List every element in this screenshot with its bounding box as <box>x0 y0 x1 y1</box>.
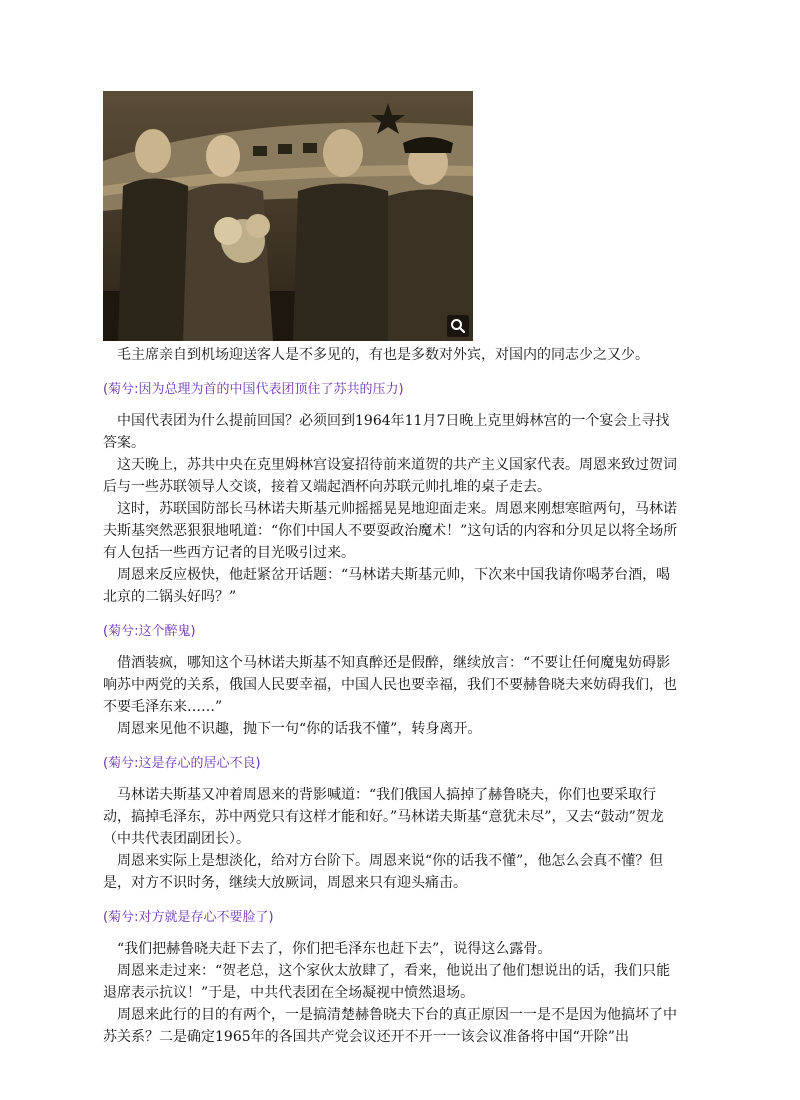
paragraph: 周恩来见他不识趣，抛下一句“你的话我不懂”，转身离开。 <box>117 721 482 737</box>
paragraph: 马林诺夫斯基又冲着周恩来的背影喊道：“我们俄国人搞掉了赫鲁晓夫，你们也要采取行动，搞掉毛泽东，苏中两党只有这样才能和好。”马林诺夫斯基“意犹未尽”，又去“鼓动”贺龙（中共代表团副团长）。 <box>103 787 664 847</box>
editor-note: (菊兮:对方就是存心不要脸了) <box>103 910 274 925</box>
paragraph: 周恩来走过来：“贺老总，这个家伙太放肆了，看来，他说出了他们想说出的话，我们只能退席表示抗议！”于是，中共代表团在全场凝视中愤然退场。 <box>103 963 671 1001</box>
image-caption: 毛主席亲自到机场迎送客人是不多见的，有也是多数对外宾，对国内的同志少之又少。 <box>117 347 649 363</box>
paragraph: 周恩来反应极快，他赶紧岔开话题：“马林诺夫斯基元帅，下次来中国我请你喝茅台酒，喝北京的二锅头好吗？” <box>103 567 671 605</box>
editor-note: (菊兮:这个醉鬼) <box>103 624 196 639</box>
paragraph: 周恩来此行的目的有两个，一是搞清楚赫鲁晓夫下台的真正原因一一是不是因为他搞坏了中苏关系？二是确定1965年的各国共产党会议还开不开一一该会议准备将中国“开除”出 <box>103 1007 677 1045</box>
paragraph: 这天晚上，苏共中央在克里姆林宫设宴招待前来道贺的共产主义国家代表。周恩来致过贺词后与一些苏联领导人交谈，接着又端起酒杯向苏联元帅扎堆的桌子走去。 <box>103 457 677 495</box>
editor-note: (菊兮:因为总理为首的中国代表团顶住了苏共的压力) <box>103 382 404 397</box>
paragraph: 周恩来实际上是想淡化，给对方台阶下。周恩来说“你的话我不懂”，他怎么会真不懂？但是，对方不识时务，继续大放厥词，周恩来只有迎头痛击。 <box>103 853 664 891</box>
zoom-button[interactable] <box>447 315 469 337</box>
paragraph: “我们把赫鲁晓夫赶下去了，你们把毛泽东也赶下去”，说得这么露骨。 <box>117 941 552 957</box>
paragraph: 借酒装疯，哪知这个马林诺夫斯基不知真醉还是假醉，继续放言：“不要让任何魔鬼妨碍影响苏中两党的关系，俄国人民要幸福，中国人民也要幸福，我们不要赫鲁晓夫来妨碍我们，也不要毛泽东来……” <box>103 655 677 715</box>
editor-note: (菊兮:这是存心的居心不良) <box>103 756 261 771</box>
paragraph: 这时，苏联国防部长马林诺夫斯基元帅摇摇晃晃地迎面走来。周恩来刚想寒暄两句，马林诺夫斯基突然恶狠狠地吼道：“你们中国人不要耍政治魔术！”这句话的内容和分贝足以将全场所有人包括一些西方记者的目光吸引过来。 <box>103 501 678 561</box>
article-body <box>103 344 683 1048</box>
paragraph: 中国代表团为什么提前回国？必须回到1964年11月7日晚上克里姆林宫的一个宴会上寻找答案。 <box>103 413 670 451</box>
historical-photo <box>103 91 473 341</box>
photo-illustration <box>103 91 473 341</box>
magnifier-icon <box>447 315 469 337</box>
